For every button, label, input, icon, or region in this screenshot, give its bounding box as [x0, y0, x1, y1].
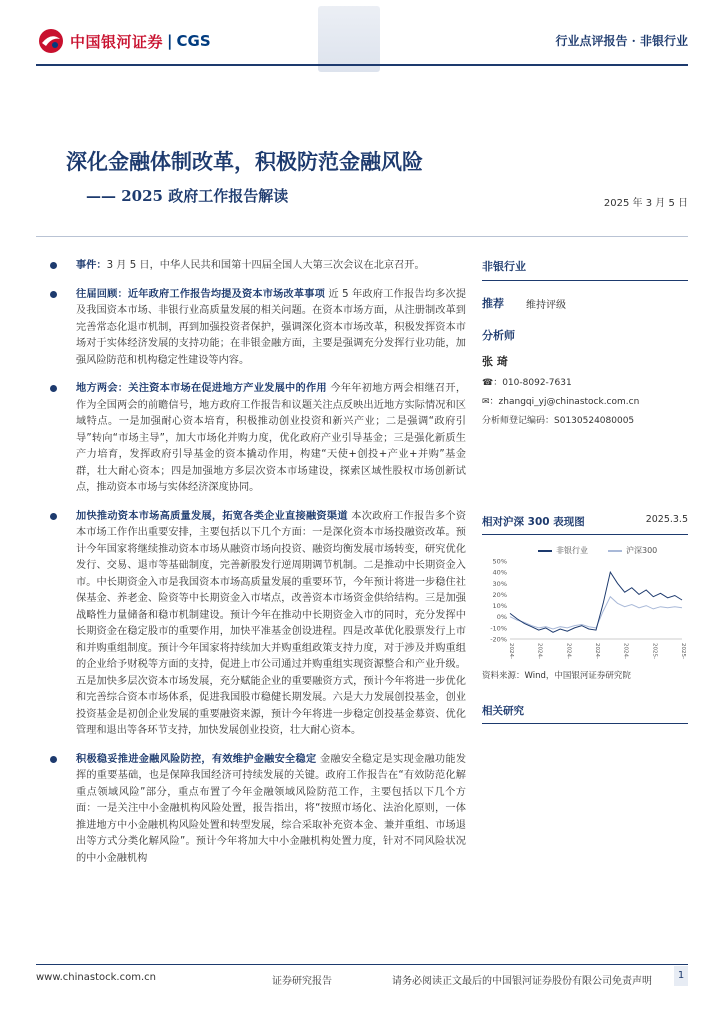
analyst-heading: 分析师	[482, 329, 515, 342]
rating-key: 推荐	[482, 297, 504, 310]
report-date: 2025 年 3 月 5 日	[603, 198, 688, 209]
paragraph-review	[46, 287, 466, 370]
footer-disclaimer: 请务必阅读正文最后的中国银河证券股份有限公司免责声明	[392, 976, 652, 987]
paragraph-capital-market	[46, 509, 466, 740]
footer-divider	[36, 964, 688, 965]
related-research-heading: 相关研究	[482, 703, 688, 724]
legend-item	[608, 545, 657, 556]
report-type-label: 行业点评报告 · 非银行业	[555, 34, 688, 48]
paragraph-text: 3 月 5 日，中华人民共和国第十四届全国人大第三次会议在北京召开。	[106, 260, 425, 271]
y-tick-label: 20%	[492, 590, 507, 599]
x-tick-label: 2025-01	[651, 643, 658, 659]
bullet-icon	[50, 262, 57, 269]
chart-title: 相对沪深 300 表现图	[482, 516, 585, 528]
page-number: 1	[674, 966, 688, 986]
x-tick-label: 2024-09	[594, 643, 600, 659]
galaxy-logo-icon	[38, 28, 64, 54]
paragraph-lead: 往届回顾：近年政府工作报告均提及资本市场改革事项	[76, 288, 325, 300]
report-header	[0, 0, 724, 80]
bullet-icon	[50, 513, 57, 520]
rating-value: 维持评级	[526, 299, 566, 311]
paragraph-text: 近 5 年政府工作报告均多次提及我国资本市场、非银行业高质量发展的相关问题。在资本市场方面，从注册制改革到完善常态化退市机制，再到加强投资者保护，强调深化资本市场改革，积极发挥资本市场对于实体经济发展的支持功能；在非银金融方面，主要是强调充分发挥行业功能，加强风险防范和机构稳定性建设等内容。	[76, 288, 467, 366]
x-tick-label: 2025-03	[680, 643, 686, 659]
paragraph-text: 本次政府工作报告多个资本市场工作作出重要安排，主要包括以下几个方面：一是深化资本市场投融资改革。预计今年国家将继续推动资本市场从融资市场向投资、融资均衡发展市场转变，研究优化发行、交易、退市等基础制度，完善新股发行逆周期调节机制。二是推动中长期资金入市。中长期资金入市是我国资本市场高质量发展的重要环节，今年预计将进一步稳住社保基金、养老金、险资等中长期资金入市堵点，改善资本市场资金供给结构。三是加强战略性力量储备和稳市机制建设。预计今年在推动中长期资金入市的同时，充分发挥中长期资金在稳定股市的重要作用，加快平准基金创设进程。四是改革优化股票发行上市和并购重组制度。预计今年国家将持续加大并购重组政策支持力度，对于涉及并购重组的企业给予财税等方面的支持，促进上市公司通过并购重组实现资源整合和产业升级。五是加快多层次资本市场发展，充分赋能企业的重要融资方式，预计今年将进一步优化和完善综合资本市场体系，促进我国股市稳健长期发展。六是大力发展创投基金，创业投资基金是初创企业发展的重要融资来源，预计今年将进一步稳定创投基金募资、优化管理和退出等各环节支持，加快发展创业投资，壮大耐心资本。	[76, 510, 467, 736]
rating-row	[482, 295, 688, 311]
series-line	[510, 597, 682, 629]
chart-date: 2025.3.5	[645, 514, 688, 525]
paragraph-text: 金融安全稳定是实现金融功能发挥的重要基础，也是保障我国经济可持续发展的关键。政府工作报告在“有效防范化解重点领域风险”部分，重点布置了今年金融领域风险防范工作，主要包括以下几个方面：一是关注中小金融机构风险处置，报告指出，将“按照市场化、法治化原则，一体推进地方中小金融机构风险处置和转型发展，综合采取补充资本金、兼并重组、市场退出等方式分类化解风险”。预计今年将加大中小金融机构处置力度，针对不同风险状况的中小金融机构	[76, 753, 467, 864]
x-tick-label: 2024-07	[565, 643, 572, 659]
y-tick-label: 40%	[492, 568, 507, 577]
paragraph-local-sessions	[46, 381, 466, 497]
paragraph-lead: 加快推动资本市场高质量发展，拓宽各类企业直接融资渠道	[76, 510, 348, 522]
chart-legend	[538, 545, 657, 556]
legend-swatch	[608, 550, 622, 552]
title-divider	[36, 236, 688, 237]
chart-header	[482, 514, 688, 535]
analyst-name: 张 琦	[482, 355, 508, 368]
analyst-cert: 分析师登记编码：S0130524080005	[482, 416, 635, 426]
chart-container	[482, 539, 688, 659]
bullet-icon	[50, 291, 57, 298]
sidebar	[482, 258, 688, 724]
legend-label: 沪深300	[626, 546, 658, 555]
report-title: 深化金融体制改革，积极防范金融风险	[66, 149, 423, 174]
y-tick-label: 10%	[492, 602, 507, 611]
industry-label: 非银行业	[482, 258, 688, 281]
footer-report-type: 证券研究报告	[272, 976, 332, 987]
series-line	[510, 572, 682, 632]
paragraph-risk-control	[46, 752, 466, 868]
main-content	[46, 258, 466, 879]
legend-swatch	[538, 550, 552, 552]
paragraph-lead: 地方两会：关注资本市场在促进地方产业发展中的作用	[76, 383, 327, 394]
chart-source: 资料来源：Wind，中国银河证券研究院	[482, 671, 631, 681]
y-tick-label: -10%	[490, 624, 507, 633]
header-divider	[36, 64, 688, 66]
x-tick-label: 2024-11	[622, 643, 629, 659]
y-tick-label: 50%	[492, 557, 507, 566]
logo-separator: |	[167, 32, 173, 50]
company-logo	[38, 28, 211, 54]
legend-item	[538, 545, 588, 556]
y-tick-label: 0%	[496, 613, 507, 622]
y-tick-label: 30%	[492, 579, 507, 588]
performance-chart	[482, 539, 688, 659]
legend-label: 非银行业	[556, 546, 588, 555]
x-tick-label: 2024-03	[508, 643, 514, 659]
paragraph-event	[46, 258, 466, 275]
watermark-graphic	[318, 6, 380, 72]
report-subtitle: —— 2025 政府工作报告解读	[86, 187, 289, 205]
logo-cgs: CGS	[176, 32, 211, 50]
paragraph-lead: 积极稳妥推进金融风险防控，有效维护金融安全稳定	[76, 753, 317, 765]
analyst-email[interactable]: ✉：zhangqi_yj@chinastock.com.cn	[482, 397, 640, 407]
y-tick-label: -20%	[490, 635, 507, 644]
analyst-phone: ☎：010-8092-7631	[482, 378, 572, 388]
bullet-icon	[50, 756, 57, 763]
logo-text: 中国银河证券	[70, 32, 164, 51]
paragraph-text: 今年年初地方两会相继召开，作为全国两会的前瞻信号，地方政府工作报告和议题关注点反映出近地方实际情况和区域特点。一是加强耐心资本培育，积极推动创业投资和新兴产业；二是强调“政府引导”转向“市场主导”，加大市场化并购力度，优化政府产业引导基金；三是强化新质生产力培育，发挥政府引导基金的资本撬动作用，构建“天使+创投+产业+并购”基金群，壮大耐心资本；四是加强地方多层次资本市场建设，探索区域性股权市场创新试点，推动资本市场与实体经济深度协同。	[76, 383, 467, 493]
paragraph-lead: 事件：	[76, 260, 107, 271]
footer-website[interactable]: www.chinastock.com.cn	[36, 972, 156, 983]
x-tick-label: 2024-05	[536, 643, 543, 659]
bullet-icon	[50, 385, 57, 392]
